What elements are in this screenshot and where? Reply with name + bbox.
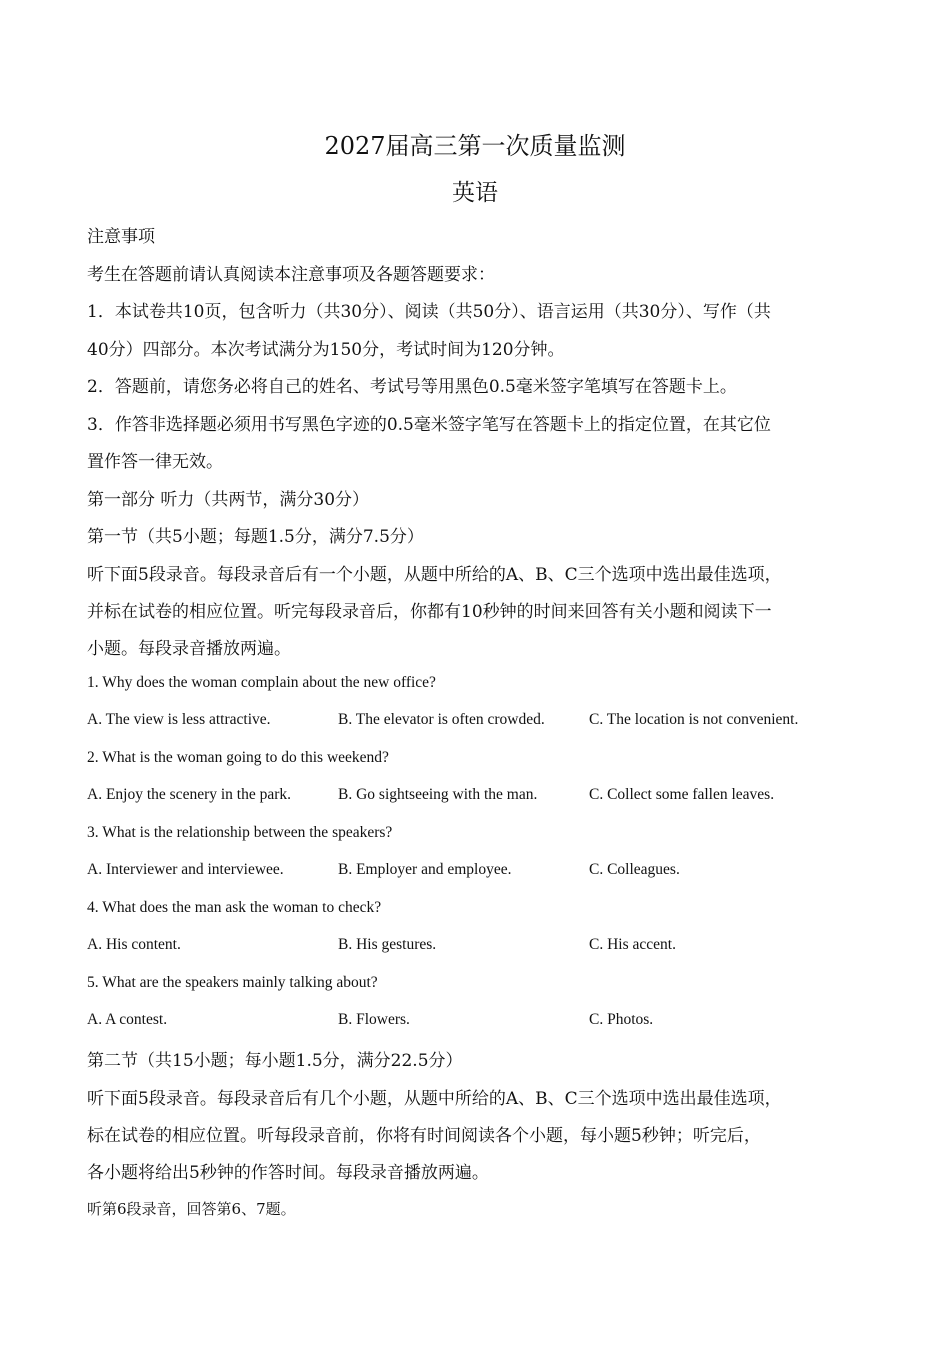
section2-heading: 第二节（共15小题；每小题1.5分，满分22.5分） (87, 1051, 463, 1071)
notice-item-1-line-2: 40分）四部分。本次考试满分为150分，考试时间为120分钟。 (87, 340, 565, 360)
option-c: C. Photos. (589, 1011, 654, 1028)
option-c: C. Colleagues. (589, 861, 680, 878)
exam-title: 2027届高三第一次质量监测 (324, 132, 626, 160)
question-stem: 1. Why does the woman complain about the new office? (87, 674, 436, 691)
option-c: C. The location is not convenient. (589, 711, 799, 728)
section2-instruction-line-3: 各小题将给出5秒钟的作答时间。每段录音播放两遍。 (87, 1163, 489, 1183)
section2-instruction-line-2: 标在试卷的相应位置。听每段录音前，你将有时间阅读各个小题，每小题5秒钟；听完后， (87, 1126, 761, 1146)
notice-intro: 考生在答题前请认真阅读本注意事项及各题答题要求： (87, 265, 495, 285)
notice-item-2: 2．答题前，请您务必将自己的姓名、考试号等用黑色0.5毫米签字笔填写在答题卡上。 (87, 377, 737, 397)
section1-instruction-line-2: 并标在试卷的相应位置。听完每段录音后，你都有10秒钟的时间来回答有关小题和阅读下一 (87, 602, 772, 622)
question-stem: 4. What does the man ask the woman to check? (87, 899, 382, 916)
question-stem: 2. What is the woman going to do this weekend? (87, 749, 389, 766)
option-a: A. Enjoy the scenery in the park. (87, 786, 292, 803)
option-b: B. The elevator is often crowded. (338, 711, 545, 728)
notice-item-3-line-2: 置作答一律无效。 (87, 452, 223, 472)
option-b: B. Flowers. (338, 1011, 410, 1028)
section2-next-prompt: 听第6段录音，回答第6、7题。 (87, 1200, 296, 1218)
notice-item-1-line-1: 1．本试卷共10页，包含听力（共30分）、阅读（共50分）、语言运用（共30分）、写作（共 (87, 302, 771, 322)
option-a: A. The view is less attractive. (87, 711, 271, 728)
option-c: C. His accent. (589, 936, 676, 953)
section1-instruction-line-3: 小题。每段录音播放两遍。 (87, 639, 291, 659)
section1-instruction-line-1: 听下面5段录音。每段录音后有一个小题，从题中所给的A、B、C三个选项中选出最佳选项， (87, 565, 782, 585)
notice-heading: 注意事项 (87, 227, 155, 247)
question-stem: 3. What is the relationship between the speakers? (87, 824, 393, 841)
section2-instruction-line-1: 听下面5段录音。每段录音后有几个小题，从题中所给的A、B、C三个选项中选出最佳选项， (87, 1089, 782, 1109)
question-stem: 5. What are the speakers mainly talking about? (87, 974, 378, 991)
option-b: B. Employer and employee. (338, 861, 512, 878)
part1-heading: 第一部分 听力（共两节，满分30分） (87, 490, 370, 510)
section1-heading: 第一节（共5小题；每题1.5分，满分7.5分） (87, 527, 424, 547)
option-a: A. Interviewer and interviewee. (87, 861, 284, 878)
option-a: A. A contest. (87, 1011, 168, 1028)
option-c: C. Collect some fallen leaves. (589, 786, 775, 803)
option-a: A. His content. (87, 936, 181, 953)
option-b: B. His gestures. (338, 936, 437, 953)
option-b: B. Go sightseeing with the man. (338, 786, 538, 803)
notice-item-3-line-1: 3．作答非选择题必须用书写黑色字迹的0.5毫米签字笔写在答题卡上的指定位置，在其它位 (87, 415, 771, 435)
exam-subject: 英语 (452, 180, 498, 206)
